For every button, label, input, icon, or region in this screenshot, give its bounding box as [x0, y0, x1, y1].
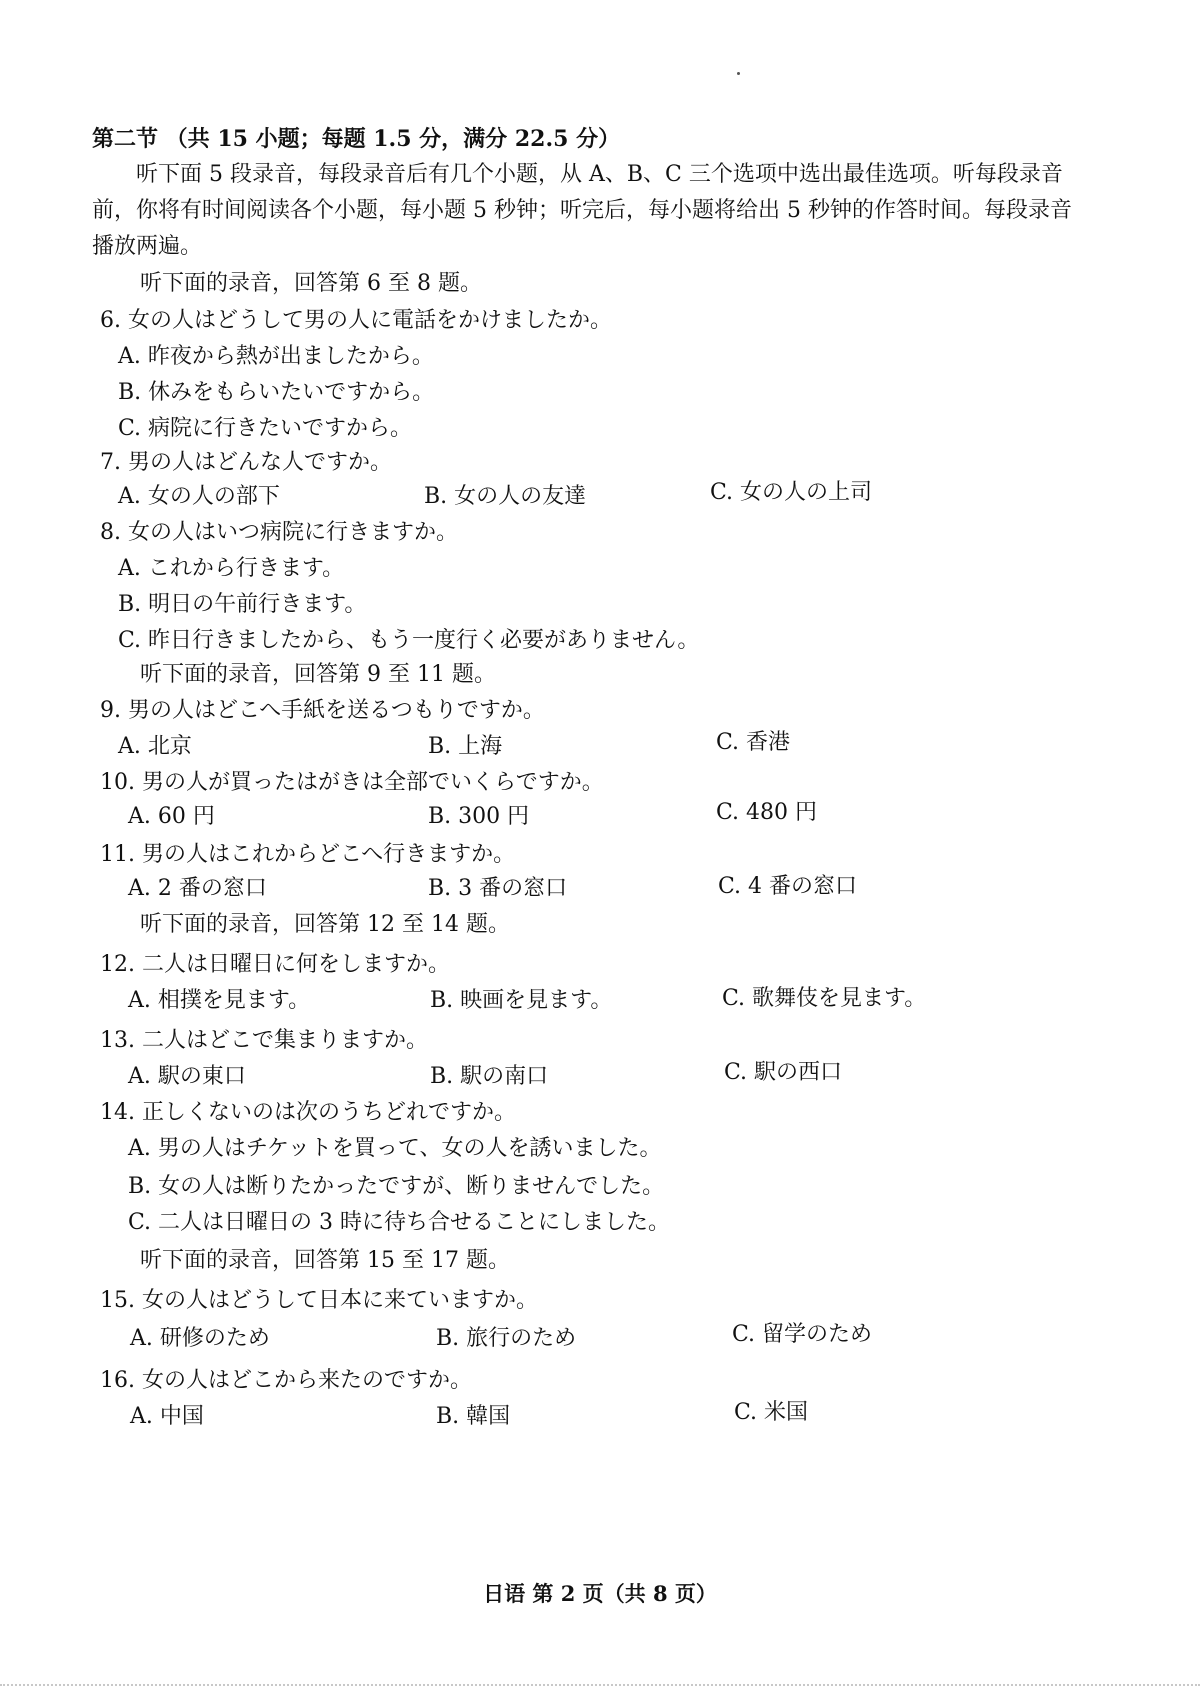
q14-option-b: B. 女の人は断りたかったですが、断りませんでした。: [128, 1174, 665, 1199]
question-6: 6. 女の人はどうして男の人に電話をかけましたか。: [100, 308, 612, 333]
group-prompt-9-11: 听下面的录音，回答第 9 至 11 题。: [140, 662, 496, 687]
group-prompt-6-8: 听下面的录音，回答第 6 至 8 题。: [140, 271, 482, 296]
q13-option-b: B. 駅の南口: [430, 1064, 549, 1089]
q8-option-a: A. これから行きます。: [118, 556, 345, 581]
q10-option-c: C. 480 円: [716, 800, 818, 825]
q11-option-a: A. 2 番の窓口: [128, 876, 267, 901]
q12-option-a: A. 相撲を見ます。: [128, 988, 311, 1013]
q16-option-a: A. 中国: [130, 1404, 204, 1429]
instructions-line-3: 播放两遍。: [92, 234, 203, 259]
section-heading: 第二节 （共 15 小题；每题 1.5 分，满分 22.5 分）: [92, 126, 621, 152]
question-12: 12. 二人は日曜日に何をしますか。: [100, 952, 450, 977]
page-footer: 日语 第 2 页（共 8 页）: [483, 1581, 717, 1606]
q6-option-b: B. 休みをもらいたいですから。: [118, 380, 435, 405]
q8-option-c: C. 昨日行きましたから、もう一度行く必要がありません。: [118, 628, 700, 653]
q12-option-b: B. 映画を見ます。: [430, 988, 613, 1013]
q16-option-b: B. 韓国: [436, 1404, 511, 1429]
scan-speck: [737, 72, 740, 75]
q15-option-a: A. 研修のため: [130, 1326, 270, 1351]
q15-option-b: B. 旅行のため: [436, 1326, 577, 1351]
q7-option-b: B. 女の人の友達: [424, 484, 587, 509]
instructions-line-2: 前，你将有时间阅读各个小题，每小题 5 秒钟；听完后，每小题将给出 5 秒钟的作答时间。每段录音: [92, 198, 1072, 223]
question-8: 8. 女の人はいつ病院に行きますか。: [100, 520, 458, 545]
question-10: 10. 男の人が買ったはがきは全部でいくらですか。: [100, 770, 604, 795]
q13-option-a: A. 駅の東口: [128, 1064, 246, 1089]
q14-option-c: C. 二人は日曜日の 3 時に待ち合せることにしました。: [128, 1210, 671, 1235]
question-7: 7. 男の人はどんな人ですか。: [100, 450, 392, 475]
group-prompt-12-14: 听下面的录音，回答第 12 至 14 题。: [140, 912, 510, 937]
q11-option-c: C. 4 番の窓口: [718, 874, 858, 899]
group-prompt-15-17: 听下面的录音，回答第 15 至 17 题。: [140, 1248, 510, 1273]
q7-option-c: C. 女の人の上司: [710, 480, 873, 505]
q6-option-c: C. 病院に行きたいですから。: [118, 416, 413, 441]
q15-option-c: C. 留学のため: [732, 1322, 873, 1347]
q12-option-c: C. 歌舞伎を見ます。: [722, 986, 927, 1011]
q14-option-a: A. 男の人はチケットを買って、女の人を誘いました。: [128, 1136, 662, 1161]
q8-option-b: B. 明日の午前行きます。: [118, 592, 367, 617]
q6-option-a: A. 昨夜から熱が出ましたから。: [118, 344, 434, 369]
q13-option-c: C. 駅の西口: [724, 1060, 843, 1085]
q7-option-a: A. 女の人の部下: [118, 484, 280, 509]
q9-option-b: B. 上海: [428, 734, 503, 759]
q9-option-c: C. 香港: [716, 730, 791, 755]
q10-option-a: A. 60 円: [128, 804, 215, 829]
q9-option-a: A. 北京: [118, 734, 192, 759]
q10-option-b: B. 300 円: [428, 804, 530, 829]
q16-option-c: C. 米国: [734, 1400, 809, 1425]
instructions-line-1: 听下面 5 段录音，每段录音后有几个小题，从 A、B、C 三个选项中选出最佳选项。听每段录音: [136, 162, 1063, 187]
question-13: 13. 二人はどこで集まりますか。: [100, 1028, 428, 1053]
scan-edge-dots: [0, 1684, 1200, 1686]
question-16: 16. 女の人はどこから来たのですか。: [100, 1368, 472, 1393]
question-15: 15. 女の人はどうして日本に来ていますか。: [100, 1288, 538, 1313]
question-11: 11. 男の人はこれからどこへ行きますか。: [100, 842, 516, 867]
question-9: 9. 男の人はどこへ手紙を送るつもりですか。: [100, 698, 545, 723]
q11-option-b: B. 3 番の窓口: [428, 876, 568, 901]
question-14: 14. 正しくないのは次のうちどれですか。: [100, 1100, 516, 1125]
